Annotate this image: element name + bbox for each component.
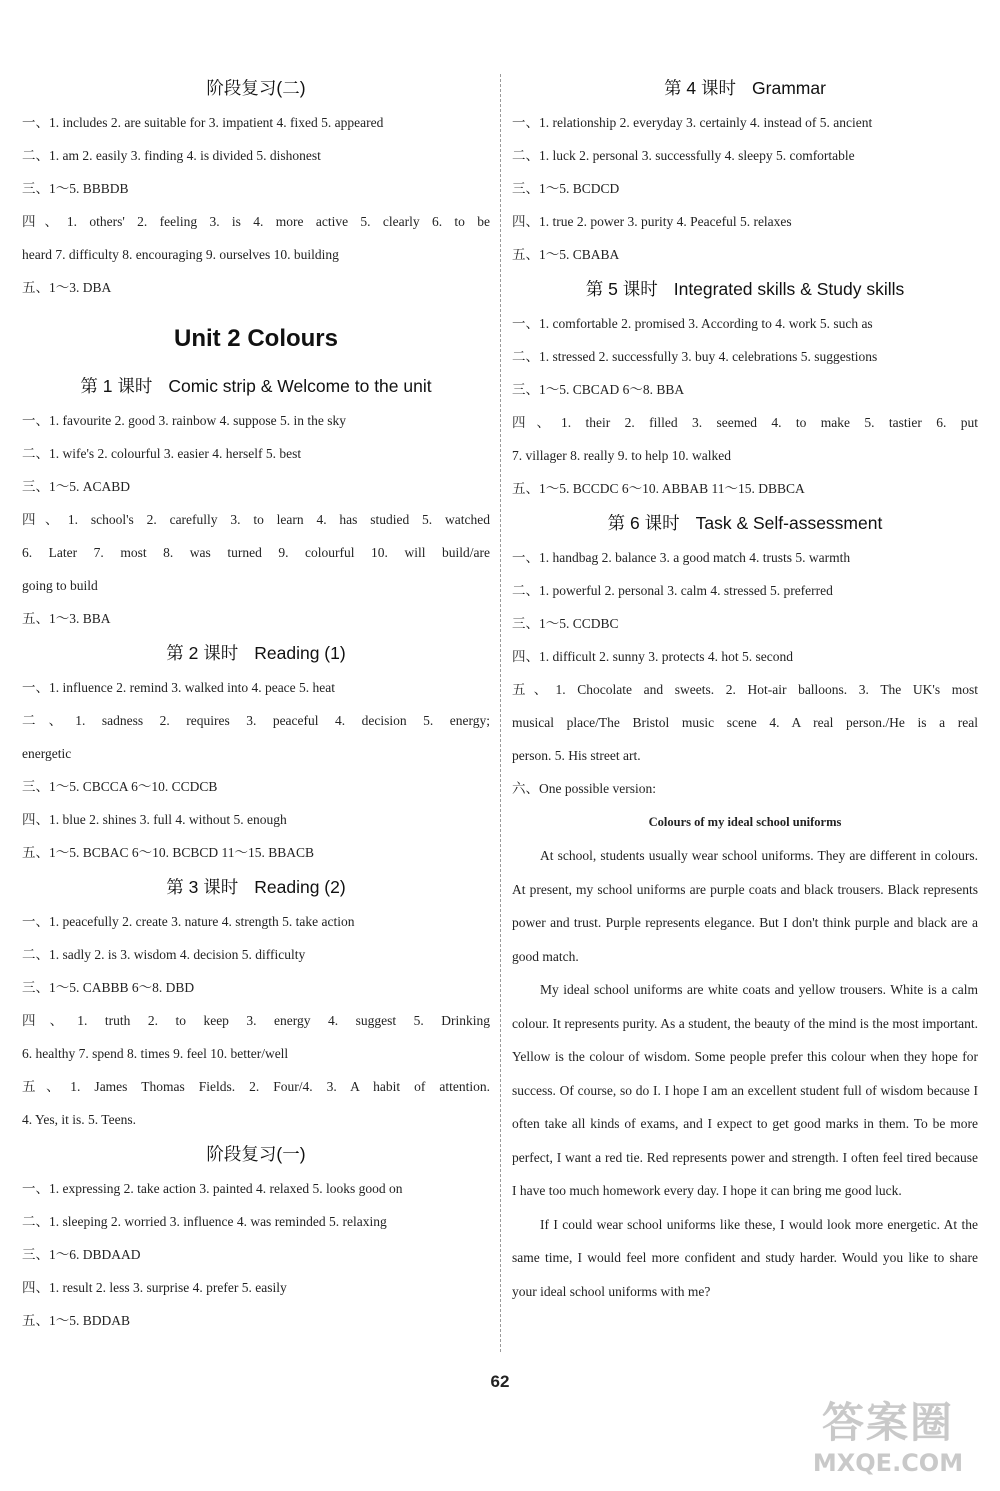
review2-answers xyxy=(22,106,490,304)
answer-line: 二、1. wife's 2. colourful 3. easier 4. herself 5. best xyxy=(22,446,302,461)
lesson-name: Reading (1) xyxy=(254,643,346,663)
answer-line: going to build xyxy=(22,578,98,593)
answer-line: musical place/The Bristol music scene 4. A real person./He is a real xyxy=(512,715,978,730)
lesson-number: 第 2 课时 xyxy=(166,643,239,663)
lesson-number: 第 5 课时 xyxy=(585,279,658,299)
essay-title: Colours of my ideal school uniforms xyxy=(648,815,842,829)
answer-line: 二、1. luck 2. personal 3. successfully 4. sleepy 5. comfortable xyxy=(512,148,855,163)
answer-line: 五、1. Chocolate and sweets. 2. Hot-air balloons. 3. The UK's most xyxy=(512,682,978,697)
answer-line: 二、1. sleeping 2. worried 3. influence 4. was reminded 5. relaxing xyxy=(22,1214,387,1229)
answer-line: 三、1～5. CBCCA 6～10. CCDCB xyxy=(22,779,218,794)
answer-line: 四、1. result 2. less 3. surprise 4. prefer 5. easily xyxy=(22,1280,287,1295)
answer-line: 三、1～5. CBCAD 6～8. BBA xyxy=(512,382,685,397)
review2-title: 阶段复习(二) xyxy=(206,78,306,98)
lesson3-heading xyxy=(22,869,490,905)
lesson1-heading xyxy=(22,368,490,404)
answer-line: 五、1. James Thomas Fields. 2. Four/4. 3. A habit of attention. xyxy=(22,1079,490,1094)
answer-line: 6. Later 7. most 8. was turned 9. colourful 10. will build/are xyxy=(22,545,490,560)
answer-line: 五、1～5. BDDAB xyxy=(22,1313,131,1328)
answer-line: 三、1～5. ACABD xyxy=(22,479,131,494)
unit-title: Unit 2 Colours xyxy=(173,325,338,352)
answer-line: 一、1. expressing 2. take action 3. painted 4. relaxed 5. looks good on xyxy=(22,1181,403,1196)
answer-line: 6. healthy 7. spend 8. times 9. feel 10. better/well xyxy=(22,1046,289,1061)
answer-line: 三、1～6. DBDAAD xyxy=(22,1247,141,1262)
answer-line: energetic xyxy=(22,746,72,761)
lesson6-heading xyxy=(512,505,978,541)
page-number: 62 xyxy=(490,1372,510,1391)
answer-line: 三、1～5. CABBB 6～8. DBD xyxy=(22,980,195,995)
answer-line: 五、1～5. BCBAC 6～10. BCBCD 11～15. BBACB xyxy=(22,845,315,860)
answer-line: 一、1. comfortable 2. promised 3. According to 4. work 5. such as xyxy=(512,316,873,331)
lesson2-answers xyxy=(22,671,490,869)
lesson5-answers xyxy=(512,307,978,505)
answer-line: 四、1. others' 2. feeling 3. is 4. more active 5. clearly 6. to be xyxy=(22,214,490,229)
lesson5-heading xyxy=(512,271,978,307)
answer-line: 一、1. includes 2. are suitable for 3. impatient 4. fixed 5. appeared xyxy=(22,115,384,130)
watermark-logo: 答案圈 xyxy=(821,1398,954,1447)
lesson2-heading xyxy=(22,635,490,671)
answer-line: 四、1. their 2. filled 3. seemed 4. to make 5. tastier 6. put xyxy=(512,415,978,430)
answer-line: 五、1～3. BBA xyxy=(22,611,111,626)
lesson4-answers xyxy=(512,106,978,271)
answer-line: 7. villager 8. really 9. to help 10. walked xyxy=(512,448,731,463)
answer-line: 二、1. stressed 2. successfully 3. buy 4. celebrations 5. suggestions xyxy=(512,349,878,364)
essay-paragraph: At school, students usually wear school uniforms. They are different in colours. At present, my school uniforms are purple coats and black trousers. Black represents power and trust. Purple represents elegance. But I don't think purple and black are a good match. xyxy=(512,848,978,964)
lesson1-answers xyxy=(22,404,490,635)
lesson-number: 第 6 课时 xyxy=(607,513,680,533)
column-divider xyxy=(500,74,501,1352)
lesson-number: 第 3 课时 xyxy=(166,877,239,897)
right-column xyxy=(512,70,978,1308)
answer-line: 六、One possible version: xyxy=(512,781,656,796)
answer-line: 四、1. blue 2. shines 3. full 4. without 5. enough xyxy=(22,812,287,827)
answer-line: 一、1. influence 2. remind 3. walked into 4. peace 5. heat xyxy=(22,680,336,695)
answer-line: 一、1. peacefully 2. create 3. nature 4. strength 5. take action xyxy=(22,914,355,929)
answer-line: 二、1. am 2. easily 3. finding 4. is divided 5. dishonest xyxy=(22,148,321,163)
answer-line: 二、1. sadness 2. requires 3. peaceful 4. decision 5. energy; xyxy=(22,713,490,728)
lesson-name: Task & Self-assessment xyxy=(695,513,883,533)
lesson6-answers xyxy=(512,541,978,805)
review1-title: 阶段复习(一) xyxy=(206,1144,306,1164)
answer-line: 一、1. handbag 2. balance 3. a good match 4. trusts 5. warmth xyxy=(512,550,851,565)
answer-line: person. 5. His street art. xyxy=(512,748,641,763)
lesson3-answers xyxy=(22,905,490,1136)
lesson4-heading xyxy=(512,70,978,106)
essay-paragraph: My ideal school uniforms are white coats and yellow trousers. White is a calm colour. It represents purity. As a student, the beauty of the mind is the most important. Yellow is the colour of wisdom. Some people prefer this colour when they hope for success. Of course, so do I. I hope I am an excellent student full of wisdom because I often take all kinds of exams, and I expect to get good marks in them. To be more perfect, I want a red tie. Red represents power and strength. I often feel tired because I have too much homework every day. I hope it can bring me good luck. xyxy=(512,982,978,1198)
answer-line: 五、1～5. BCCDC 6～10. ABBAB 11～15. DBBCA xyxy=(512,481,805,496)
lesson-name: Reading (2) xyxy=(254,877,346,897)
review1-answers xyxy=(22,1172,490,1337)
answer-line: 四、1. truth 2. to keep 3. energy 4. suggest 5. Drinking xyxy=(22,1013,490,1028)
sample-essay xyxy=(512,805,978,1308)
left-column xyxy=(22,70,490,1337)
lesson-name: Comic strip & Welcome to the unit xyxy=(168,376,432,396)
lesson-name: Integrated skills & Study skills xyxy=(673,279,905,299)
answer-line: 三、1～5. BCDCD xyxy=(512,181,620,196)
answer-line: 二、1. powerful 2. personal 3. calm 4. stressed 5. preferred xyxy=(512,583,833,598)
answer-line: 四、1. school's 2. carefully 3. to learn 4. has studied 5. watched xyxy=(22,512,490,527)
essay-paragraph: If I could wear school uniforms like these, I would look more energetic. At the same time, I would feel more confident and study harder. Would you like to share your ideal school uniforms with me? xyxy=(512,1216,978,1299)
answer-line: 三、1～5. CCDBC xyxy=(512,616,619,631)
answer-line: 二、1. sadly 2. is 3. wisdom 4. decision 5. difficulty xyxy=(22,947,306,962)
lesson-name: Grammar xyxy=(752,78,826,98)
lesson-number: 第 4 课时 xyxy=(664,78,737,98)
watermark-url: MXQE.COM xyxy=(812,1449,964,1477)
answer-line: heard 7. difficulty 8. encouraging 9. ourselves 10. building xyxy=(22,247,339,262)
answer-line: 四、1. difficult 2. sunny 3. protects 4. hot 5. second xyxy=(512,649,793,664)
answer-line: 一、1. relationship 2. everyday 3. certainly 4. instead of 5. ancient xyxy=(512,115,873,130)
answer-line: 三、1～5. BBBDB xyxy=(22,181,129,196)
answer-line: 4. Yes, it is. 5. Teens. xyxy=(22,1112,136,1127)
answer-line: 一、1. favourite 2. good 3. rainbow 4. suppose 5. in the sky xyxy=(22,413,346,428)
lesson-number: 第 1 课时 xyxy=(80,376,153,396)
answer-line: 四、1. true 2. power 3. purity 4. Peaceful 5. relaxes xyxy=(512,214,792,229)
answer-line: 五、1～5. CBABA xyxy=(512,247,620,262)
answer-line: 五、1～3. DBA xyxy=(22,280,112,295)
watermark xyxy=(788,1398,988,1482)
